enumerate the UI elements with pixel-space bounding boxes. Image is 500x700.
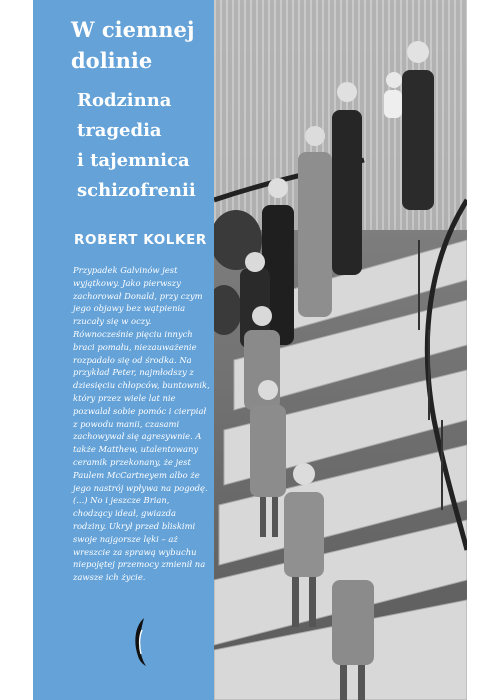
blue-text-panel: [33, 0, 214, 700]
title-line: dolinie: [71, 48, 153, 73]
book-subtitle: [77, 86, 227, 206]
blurb-text: Przypadek Galvinów jest wyjątkowy. Jako pierwszy zachorował Donald, przy czym jego objawy bez wątpienia rzucały się w oczy. Równocześnie pięciu innych braci pomału, niezauważenie rozpadało się od środka. Na przykład Peter, najmłodszy z dziesięciu chłopców, buntownik, który przez wiele lat nie pozwalał sobie pomóc i cierpiał z powodu manii, czasami zachowywał się agresywnie. A także Matthew, utalentowany ceramik przekonany, że jest Paulem McCartneyem albo że jego nastrój wpływa na pogodę. (...) No i jeszcze Brian, chodzący ideał, gwiazda rodziny. Ukrył przed bliskimi swoje najgorsze lęki – aż wreszcie za sprawą wybuchu niepojętej przemocy zmienił na zawsze ich życie.: [73, 265, 210, 583]
subtitle-line: schizofrenii: [77, 180, 196, 201]
family-staircase-photo: [214, 0, 467, 700]
author-name: ROBERT KOLKER: [74, 232, 207, 248]
black-feather-mark-icon: [129, 616, 151, 668]
book-cover: [33, 0, 467, 700]
subtitle-line: Rodzinna: [77, 90, 172, 111]
book-title: [71, 14, 221, 76]
subtitle-line: tragedia: [77, 120, 162, 141]
title-line: W ciemnej: [71, 17, 195, 42]
subtitle-line: i tajemnica: [77, 150, 190, 171]
